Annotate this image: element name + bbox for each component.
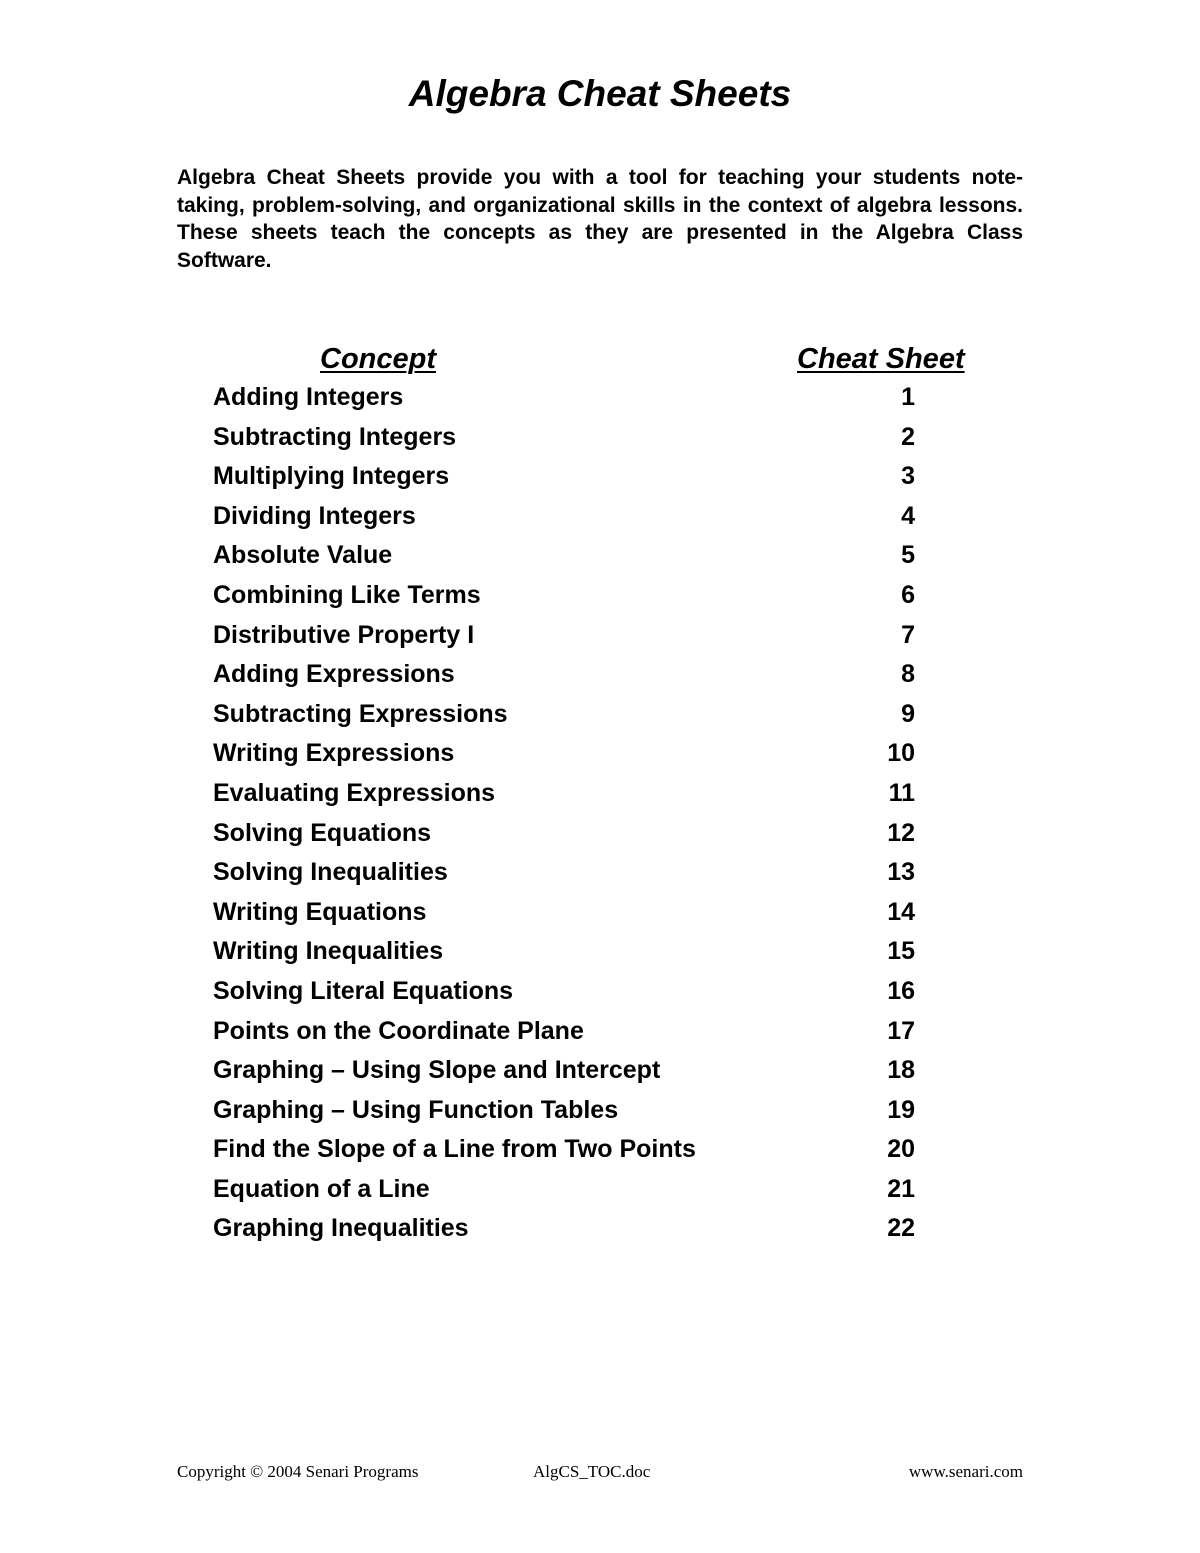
- toc-concept: Distributive Property I: [213, 620, 475, 649]
- toc-sheet-number: 1: [901, 383, 915, 411]
- toc-concept: Absolute Value: [213, 541, 393, 570]
- toc-row: [213, 457, 933, 497]
- toc-row: [213, 814, 933, 854]
- toc-row: [213, 418, 933, 458]
- toc-concept: Adding Integers: [213, 383, 404, 411]
- cheat-sheet-column-header: Cheat Sheet: [797, 343, 965, 375]
- footer-url: www.senari.com: [908, 1462, 1023, 1481]
- toc-concept: Points on the Coordinate Plane: [213, 1016, 584, 1045]
- toc-row: [213, 734, 933, 774]
- toc-concept: Writing Inequalities: [213, 937, 444, 966]
- toc-row: [213, 774, 933, 814]
- toc-concept: Combining Like Terms: [213, 580, 481, 609]
- toc-sheet-number: 18: [887, 1056, 915, 1085]
- toc-row: [213, 616, 933, 656]
- toc-concept: Find the Slope of a Line from Two Points: [213, 1135, 696, 1164]
- toc-row: [213, 695, 933, 735]
- toc-sheet-number: 11: [888, 778, 915, 807]
- toc-sheet-number: 15: [887, 937, 915, 966]
- toc-sheet-number: 21: [887, 1174, 915, 1203]
- toc-row: [213, 1051, 933, 1091]
- toc-row: [213, 497, 933, 537]
- toc-concept: Graphing – Using Slope and Intercept: [213, 1056, 661, 1085]
- toc-concept: Evaluating Expressions: [213, 778, 496, 807]
- toc-concept: Subtracting Integers: [213, 422, 457, 451]
- toc-row: [213, 1170, 933, 1210]
- toc-concept: Solving Literal Equations: [213, 976, 514, 1005]
- toc-sheet-number: 10: [887, 739, 915, 768]
- toc-concept: Multiplying Integers: [213, 462, 450, 491]
- toc-row: [213, 853, 933, 893]
- toc-sheet-number: 13: [887, 858, 915, 887]
- toc-sheet-number: 17: [887, 1016, 915, 1045]
- toc-sheet-number: 3: [901, 462, 915, 491]
- footer-copyright: Copyright © 2004 Senari Programs: [177, 1462, 419, 1481]
- toc-sheet-number: 7: [901, 620, 915, 649]
- toc-row: [213, 1209, 933, 1249]
- footer-filename: AlgCS_TOC.doc: [533, 1462, 651, 1481]
- toc-sheet-number: 22: [887, 1214, 915, 1243]
- toc-sheet-number: 2: [901, 422, 915, 451]
- toc-row: [213, 576, 933, 616]
- toc-row: [213, 378, 933, 418]
- toc-sheet-number: 12: [887, 818, 915, 847]
- toc-sheet-number: 4: [901, 501, 915, 530]
- toc-sheet-number: 5: [901, 541, 915, 570]
- toc-sheet-number: 16: [887, 976, 915, 1005]
- toc-sheet-number: 19: [887, 1095, 915, 1124]
- toc-concept: Writing Expressions: [213, 739, 455, 768]
- toc-concept: Solving Inequalities: [213, 858, 448, 887]
- toc-row: [213, 536, 933, 576]
- toc-row: [213, 972, 933, 1012]
- concept-column-header: Concept: [320, 343, 436, 375]
- toc-sheet-number: 20: [887, 1135, 915, 1164]
- toc-row: [213, 932, 933, 972]
- toc-concept: Dividing Integers: [213, 501, 416, 530]
- toc-row: [213, 1012, 933, 1052]
- toc-row: [213, 1091, 933, 1131]
- toc-concept: Graphing Inequalities: [213, 1214, 469, 1243]
- toc-row: [213, 655, 933, 695]
- toc-concept: Adding Expressions: [213, 660, 455, 689]
- toc-concept: Graphing – Using Function Tables: [213, 1095, 619, 1124]
- toc-concept: Solving Equations: [213, 818, 432, 847]
- table-of-contents: [213, 378, 933, 1249]
- toc-row: [213, 1130, 933, 1170]
- intro-paragraph: Algebra Cheat Sheets provide you with a tool for teaching your students note-taking, problem-solving, and organizational skills in the context of algebra lessons. These sheets teach the concepts as they are presented in the Algebra Class Software.: [177, 166, 1023, 272]
- page-title: Algebra Cheat Sheets: [408, 73, 792, 114]
- toc-sheet-number: 6: [901, 580, 915, 609]
- toc-sheet-number: 8: [901, 660, 915, 689]
- toc-row: [213, 893, 933, 933]
- toc-concept: Equation of a Line: [213, 1174, 430, 1203]
- toc-sheet-number: 14: [887, 897, 915, 926]
- toc-concept: Subtracting Expressions: [213, 699, 508, 728]
- toc-sheet-number: 9: [901, 699, 915, 728]
- toc-concept: Writing Equations: [213, 897, 427, 926]
